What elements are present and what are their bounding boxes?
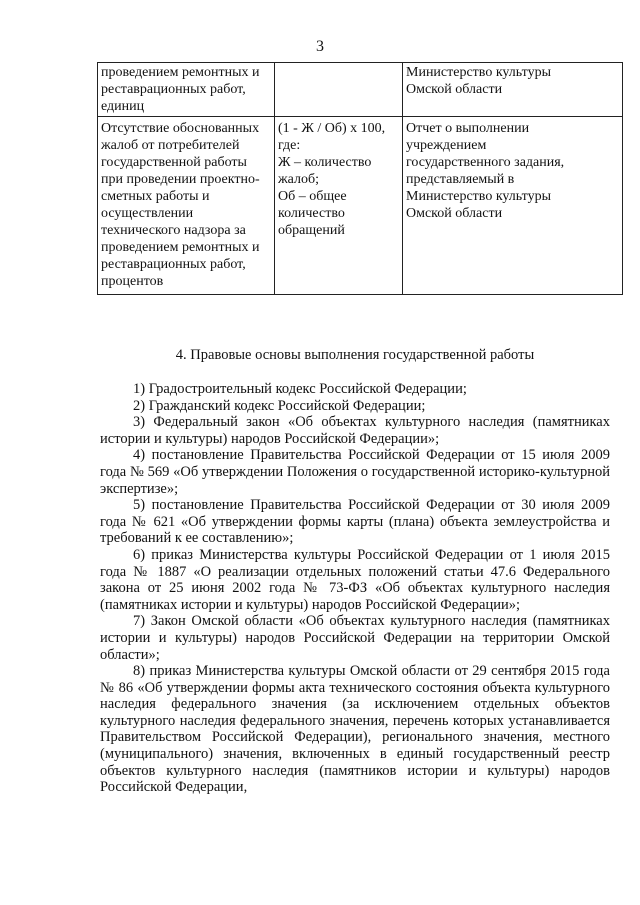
cell-line: единиц [101, 99, 145, 114]
cell-line: технического надзора за [101, 223, 246, 238]
cell-line: Министерство культуры [406, 65, 551, 80]
table-cell-formula [275, 63, 403, 117]
cell-line: обращений [278, 223, 345, 238]
legal-basis-list [100, 381, 610, 796]
cell-line: при проведении проектно- [101, 172, 260, 187]
cell-line: Омской области [406, 206, 503, 221]
cell-line: Отсутствие обоснованных [101, 121, 260, 136]
table-cell-indicator [98, 63, 275, 117]
cell-line: процентов [101, 274, 164, 289]
cell-line: Омской области [406, 82, 503, 97]
list-item: 6) приказ Министерства культуры Российской Федерации от 1 июля 2015 года № 1887 «О реализации отдельных положений статьи 47.6 Федерального закона от 25 июня 2002 года № 73-ФЗ «Об объектах культурного наследия (памятниках истории и культуры) народов Российской Федерации»; [100, 546, 610, 613]
cell-line: учреждением [406, 138, 487, 153]
cell-line: жалоб; [278, 172, 320, 187]
table-row [98, 117, 623, 295]
cell-line: государственной работы [101, 155, 247, 170]
cell-line: количество [278, 206, 345, 221]
cell-line: проведением ремонтных и [101, 240, 260, 255]
list-item: 8) приказ Министерства культуры Омской области от 29 сентября 2015 года № 86 «Об утверждении формы акта технического состояния объекта культурного наследия федерального значения (за исключением отдельных объектов культурного наследия федерального значения, перечень которых устанавливается Правительством Российской Федерации), регионального значения, местного (муниципального) значения, включенных в единый государственный реестр объектов культурного наследия (памятников истории и культуры) народов Российской Федерации, [100, 663, 610, 796]
list-item: 1) Градостроительный кодекс Российской Федерации; [133, 381, 467, 397]
table-cell-source [403, 63, 623, 117]
cell-line: (1 - Ж / Об) х 100, [278, 121, 386, 136]
cell-line: сметных работы и [101, 189, 210, 204]
cell-line: осуществлении [101, 206, 194, 221]
table-cell-indicator [98, 117, 275, 295]
cell-line: жалоб от потребителей [101, 138, 240, 153]
cell-line: представляемый в [406, 172, 515, 187]
cell-line: Ж – количество [278, 155, 372, 170]
cell-line: проведением ремонтных и [101, 65, 260, 80]
list-item: 4) постановление Правительства Российской Федерации от 15 июля 2009 года № 569 «Об утверждении Положения о государственной историко-культурной экспертизе»; [100, 447, 610, 497]
cell-line: Об – общее [278, 189, 347, 204]
list-item: 3) Федеральный закон «Об объектах культурного наследия (памятниках истории и культуры) народов Российской Федерации»; [100, 414, 610, 447]
page-number: 3 [316, 38, 324, 55]
table-cell-source [403, 117, 623, 295]
indicator-table [97, 62, 623, 295]
list-item: 2) Гражданский кодекс Российской Федерации; [133, 397, 426, 414]
cell-line: реставрационных работ, [101, 82, 246, 97]
cell-line: реставрационных работ, [101, 257, 246, 272]
cell-line: Министерство культуры [406, 189, 551, 204]
list-item: 7) Закон Омской области «Об объектах культурного наследия (памятниках истории и культуры) народов Российской Федерации на территории Омской области»; [100, 613, 610, 663]
cell-line: Отчет о выполнении [406, 121, 530, 136]
table-cell-formula [275, 117, 403, 295]
cell-line: где: [278, 138, 301, 153]
cell-line: государственного задания, [406, 155, 565, 170]
section-heading: 4. Правовые основы выполнения государственной работы [175, 347, 535, 363]
table-row [98, 63, 623, 117]
list-item: 5) постановление Правительства Российской Федерации от 30 июля 2009 года № 621 «Об утверждении формы карты (плана) объекта землеустройства и требований к ее составлению»; [100, 497, 610, 547]
